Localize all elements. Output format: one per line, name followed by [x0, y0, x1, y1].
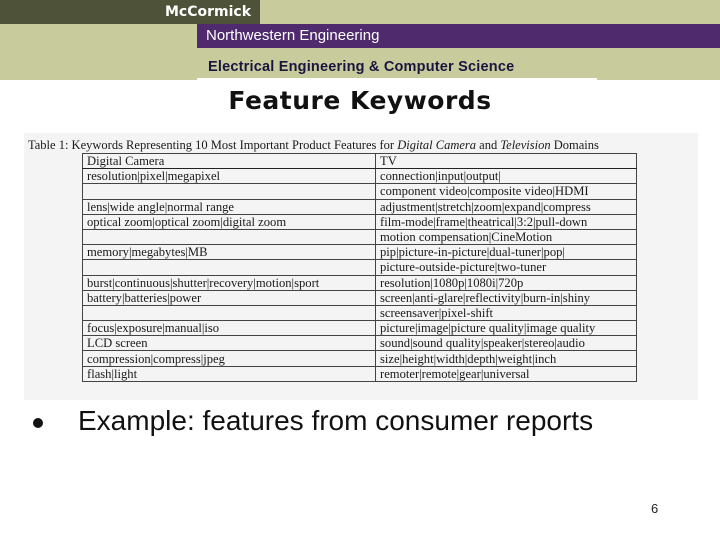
header-digital-camera: Digital Camera [83, 154, 376, 169]
caption-suffix: Domains [550, 138, 599, 152]
table-header-row [83, 154, 637, 169]
table-row [83, 290, 637, 305]
tv-keywords-cell: resolution|1080p|1080i|720p [376, 275, 637, 290]
caption-domain-1: Digital Camera [397, 138, 477, 152]
camera-keywords-cell: lens|wide angle|normal range [83, 199, 376, 214]
table-row [83, 199, 637, 214]
school-banner: Northwestern Engineering [197, 24, 720, 48]
table-row [83, 184, 637, 199]
table-row [83, 275, 637, 290]
table-row [83, 214, 637, 229]
table-caption [28, 138, 696, 153]
camera-keywords-cell: battery|batteries|power [83, 290, 376, 305]
camera-keywords-cell [83, 305, 376, 320]
tv-keywords-cell: adjustment|stretch|zoom|expand|compress [376, 199, 637, 214]
tv-keywords-cell: size|height|width|depth|weight|inch [376, 351, 637, 366]
camera-keywords-cell: compression|compress|jpeg [83, 351, 376, 366]
header-tv: TV [376, 154, 637, 169]
table-row [83, 229, 637, 244]
department-label: Electrical Engineering & Computer Science [208, 59, 515, 75]
table-row [83, 169, 637, 184]
table-row [83, 336, 637, 351]
camera-keywords-cell [83, 260, 376, 275]
camera-keywords-cell: optical zoom|optical zoom|digital zoom [83, 214, 376, 229]
slide-title: Feature Keywords [228, 86, 492, 115]
department-underline [197, 78, 597, 80]
tv-keywords-cell: screensaver|pixel-shift [376, 305, 637, 320]
tv-keywords-cell: sound|sound quality|speaker|stereo|audio [376, 336, 637, 351]
bullet-dot [33, 418, 43, 428]
table-row [83, 305, 637, 320]
table-row [83, 351, 637, 366]
camera-keywords-cell: flash|light [83, 366, 376, 381]
camera-keywords-cell [83, 229, 376, 244]
table-row [83, 321, 637, 336]
tv-keywords-cell: film-mode|frame|theatrical|3:2|pull-down [376, 214, 637, 229]
keyword-table-figure [24, 133, 698, 400]
tv-keywords-cell: motion compensation|CineMotion [376, 229, 637, 244]
keyword-table [82, 153, 637, 382]
table-row [83, 245, 637, 260]
camera-keywords-cell: LCD screen [83, 336, 376, 351]
caption-prefix: Table 1: Keywords Representing 10 Most Important Product Features for [28, 138, 398, 152]
camera-keywords-cell: memory|megabytes|MB [83, 245, 376, 260]
tv-keywords-cell: pip|picture-in-picture|dual-tuner|pop| [376, 245, 637, 260]
page-number: 6 [651, 501, 659, 516]
tv-keywords-cell: component video|composite video|HDMI [376, 184, 637, 199]
camera-keywords-cell: burst|continuous|shutter|recovery|motion|sport [83, 275, 376, 290]
tv-keywords-cell: remoter|remote|gear|universal [376, 366, 637, 381]
bullet-text: Example: features from consumer reports [78, 405, 594, 436]
table-row [83, 260, 637, 275]
table-row [83, 366, 637, 381]
tv-keywords-cell: screen|anti-glare|reflectivity|burn-in|shiny [376, 290, 637, 305]
camera-keywords-cell: focus|exposure|manual|iso [83, 321, 376, 336]
caption-and: and [476, 138, 501, 152]
tv-keywords-cell: picture|image|picture quality|image quality [376, 321, 637, 336]
tv-keywords-cell: connection|input|output| [376, 169, 637, 184]
camera-keywords-cell [83, 184, 376, 199]
mccormick-logo: McCormick [0, 0, 260, 24]
camera-keywords-cell: resolution|pixel|megapixel [83, 169, 376, 184]
tv-keywords-cell: picture-outside-picture|two-tuner [376, 260, 637, 275]
caption-domain-2: Television [500, 138, 551, 152]
